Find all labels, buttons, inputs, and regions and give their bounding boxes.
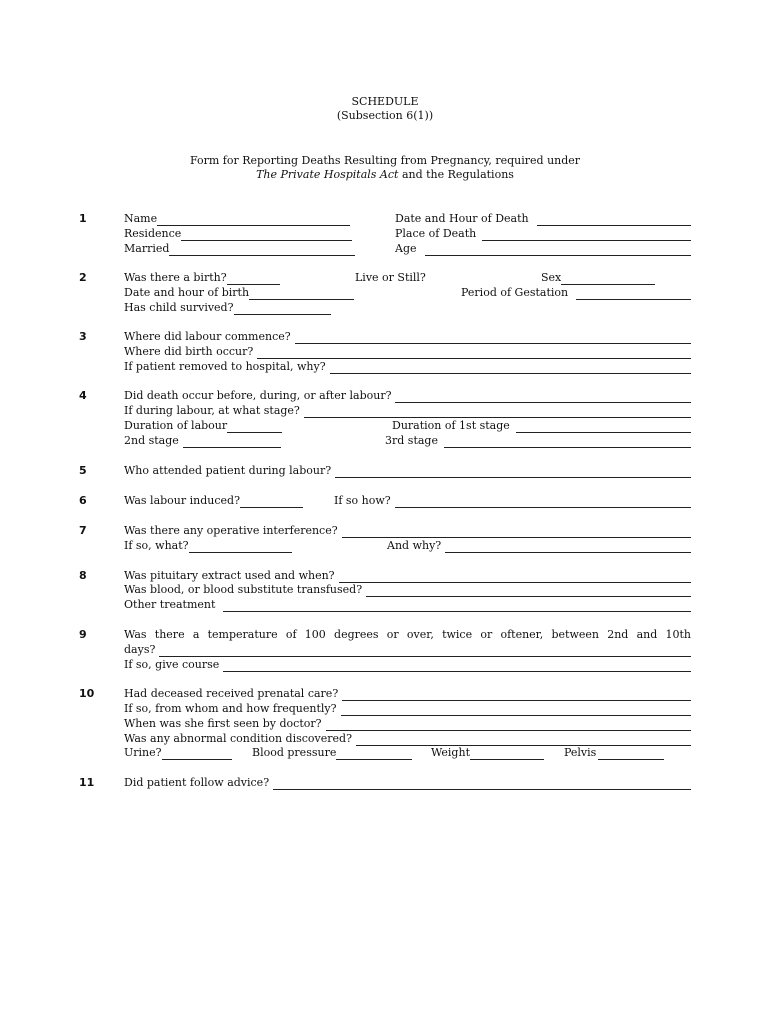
- attended-label: Who attended patient during labour?: [124, 464, 332, 477]
- act-name: The Private Hospitals Act: [256, 168, 399, 181]
- date-hour-birth-field[interactable]: [249, 287, 354, 300]
- transfused-row: [124, 582, 691, 597]
- urine-field[interactable]: [162, 747, 232, 760]
- death-when-field[interactable]: [395, 390, 691, 403]
- abnormal-row: [124, 731, 691, 746]
- operative-label: Was there any operative interference?: [124, 524, 338, 537]
- blood-pressure-field[interactable]: [336, 747, 412, 760]
- attended-row: [124, 463, 691, 478]
- birth-occur-row: [124, 344, 691, 359]
- weight-row: [431, 745, 544, 760]
- birth-occur-label: Where did birth occur?: [124, 345, 254, 358]
- residence-label: Residence: [124, 227, 182, 240]
- other-treatment-field[interactable]: [223, 599, 691, 612]
- item-number-4: 4: [79, 389, 87, 402]
- duration-labour-label: Duration of labour: [124, 419, 228, 432]
- married-label: Married: [124, 242, 170, 255]
- prenatal-whom-row: [124, 701, 691, 716]
- temperature-question: Was there a temperature of 100 degrees or over, twice or oftener, between 2nd and 10th: [124, 628, 691, 641]
- age-row: [395, 241, 691, 256]
- third-stage-field[interactable]: [444, 435, 691, 448]
- stage-label: If during labour, at what stage?: [124, 404, 300, 417]
- course-row: [124, 657, 691, 672]
- pituitary-row: [124, 568, 691, 583]
- age-field[interactable]: [425, 243, 692, 256]
- pelvis-field[interactable]: [598, 747, 664, 760]
- other-treatment-row: [124, 597, 691, 612]
- item-number-9: 9: [79, 628, 87, 641]
- operative-what-field[interactable]: [189, 540, 292, 553]
- operative-field[interactable]: [342, 525, 691, 538]
- date-hour-death-field[interactable]: [537, 213, 691, 226]
- married-field[interactable]: [169, 243, 355, 256]
- induced-row: [124, 493, 303, 508]
- item-number-1: 1: [79, 212, 87, 225]
- advice-row: [124, 775, 691, 790]
- live-still-row: [355, 270, 426, 285]
- gestation-label: Period of Gestation: [461, 286, 569, 299]
- item-number-5: 5: [79, 464, 87, 477]
- prenatal-whom-label: If so, from whom and how frequently?: [124, 702, 337, 715]
- labour-commence-row: [124, 329, 691, 344]
- item-number-6: 6: [79, 494, 87, 507]
- gestation-field[interactable]: [576, 287, 691, 300]
- date-hour-death-row: [395, 211, 691, 226]
- operative-why-field[interactable]: [445, 540, 691, 553]
- other-treatment-label: Other treatment: [124, 598, 216, 611]
- sex-label: Sex: [541, 271, 562, 284]
- age-label: Age: [395, 242, 417, 255]
- first-seen-row: [124, 716, 691, 731]
- item-number-3: 3: [79, 330, 87, 343]
- stage-field[interactable]: [304, 405, 691, 418]
- urine-row: [124, 745, 232, 760]
- advice-label: Did patient follow advice?: [124, 776, 270, 789]
- prenatal-row: [124, 686, 691, 701]
- married-field-row: [124, 241, 355, 256]
- name-field-row: [124, 211, 350, 226]
- form-title: Form for Reporting Deaths Resulting from Pregnancy, required under: [189, 154, 581, 167]
- form-title-rest: and the Regulations: [398, 168, 514, 181]
- place-death-label: Place of Death: [395, 227, 477, 240]
- second-stage-field[interactable]: [183, 435, 281, 448]
- date-hour-birth-label: Date and hour of birth: [124, 286, 250, 299]
- gestation-row: [461, 285, 691, 300]
- induced-how-label: If so how?: [334, 494, 391, 507]
- operative-what-row: [124, 538, 292, 553]
- child-survived-label: Has child survived?: [124, 301, 234, 314]
- form-title-act: [0, 167, 770, 182]
- transfused-label: Was blood, or blood substitute transfused?: [124, 583, 363, 596]
- item-number-2: 2: [79, 271, 87, 284]
- abnormal-label: Was any abnormal condition discovered?: [124, 732, 352, 745]
- third-stage-label: 3rd stage: [385, 434, 438, 447]
- pelvis-label: Pelvis: [564, 746, 597, 759]
- item-number-8: 8: [79, 569, 87, 582]
- death-when-row: [124, 388, 691, 403]
- duration-1st-label: Duration of 1st stage: [392, 419, 510, 432]
- induced-field[interactable]: [240, 495, 303, 508]
- removed-label: If patient removed to hospital, why?: [124, 360, 326, 373]
- induced-label: Was labour induced?: [124, 494, 240, 507]
- blood-pressure-label: Blood pressure: [252, 746, 337, 759]
- stage-row: [124, 403, 691, 418]
- first-seen-label: When was she first seen by doctor?: [124, 717, 322, 730]
- place-death-field[interactable]: [482, 228, 691, 241]
- operative-why-label: And why?: [387, 539, 442, 552]
- removed-field[interactable]: [330, 361, 691, 374]
- transfused-field[interactable]: [366, 584, 691, 597]
- first-seen-field[interactable]: [326, 718, 691, 731]
- child-survived-row: [124, 300, 331, 315]
- pituitary-label: Was pituitary extract used and when?: [124, 569, 335, 582]
- advice-field[interactable]: [273, 777, 691, 790]
- second-stage-label: 2nd stage: [124, 434, 179, 447]
- weight-label: Weight: [431, 746, 470, 759]
- operative-row: [124, 523, 691, 538]
- days-field[interactable]: [159, 644, 691, 657]
- course-field[interactable]: [223, 659, 691, 672]
- blood-pressure-row: [252, 745, 412, 760]
- urine-label: Urine?: [124, 746, 162, 759]
- duration-1st-row: [392, 418, 691, 433]
- duration-labour-field[interactable]: [227, 420, 282, 433]
- birth-label: Was there a birth?: [124, 271, 227, 284]
- days-row: [124, 642, 691, 657]
- labour-commence-label: Where did labour commence?: [124, 330, 291, 343]
- birth-occur-field[interactable]: [257, 346, 691, 359]
- duration-labour-row: [124, 418, 282, 433]
- prenatal-whom-field[interactable]: [341, 703, 691, 716]
- sex-field[interactable]: [561, 272, 655, 285]
- place-death-row: [395, 226, 691, 241]
- residence-field-row: [124, 226, 352, 241]
- item-number-11: 11: [79, 776, 95, 789]
- operative-why-row: [387, 538, 691, 553]
- birth-field[interactable]: [227, 272, 280, 285]
- live-still-label: Live or Still?: [355, 271, 426, 284]
- sex-row: [541, 270, 655, 285]
- item-number-10: 10: [79, 687, 95, 700]
- prenatal-field[interactable]: [342, 688, 691, 701]
- child-survived-field[interactable]: [234, 302, 332, 315]
- date-hour-birth-row: [124, 285, 354, 300]
- prenatal-label: Had deceased received prenatal care?: [124, 687, 339, 700]
- death-when-label: Did death occur before, during, or after labour?: [124, 389, 392, 402]
- days-label: days?: [124, 643, 156, 656]
- induced-how-row: [334, 493, 691, 508]
- third-stage-row: [385, 433, 691, 448]
- name-field[interactable]: [157, 213, 350, 226]
- weight-field[interactable]: [470, 747, 544, 760]
- birth-row: [124, 270, 280, 285]
- pelvis-row: [564, 745, 664, 760]
- induced-how-field[interactable]: [395, 495, 691, 508]
- residence-field[interactable]: [181, 228, 352, 241]
- second-stage-row: [124, 433, 281, 448]
- course-label: If so, give course: [124, 658, 220, 671]
- attended-field[interactable]: [335, 465, 691, 478]
- labour-commence-field[interactable]: [295, 331, 691, 344]
- item-number-7: 7: [79, 524, 87, 537]
- date-hour-death-label: Date and Hour of Death: [395, 212, 529, 225]
- subsection-heading: (Subsection 6(1)): [336, 109, 434, 122]
- duration-1st-field[interactable]: [516, 420, 691, 433]
- schedule-heading: SCHEDULE: [351, 95, 419, 108]
- name-label: Name: [124, 212, 158, 225]
- removed-row: [124, 359, 691, 374]
- operative-what-label: If so, what?: [124, 539, 189, 552]
